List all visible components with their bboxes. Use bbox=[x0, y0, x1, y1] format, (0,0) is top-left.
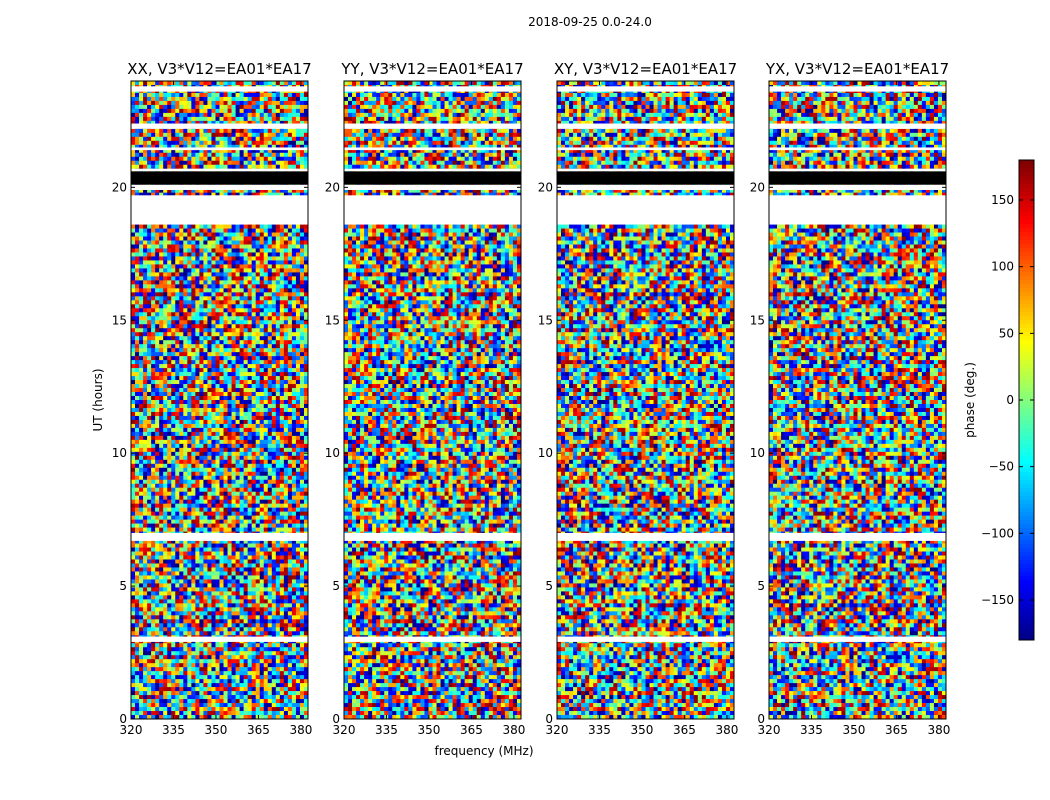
no-data-band bbox=[769, 147, 946, 150]
y-tick-label: 0 bbox=[545, 712, 553, 726]
colorbar-step bbox=[1019, 240, 1034, 245]
no-data-band bbox=[131, 185, 308, 190]
colorbar-step bbox=[1019, 456, 1034, 461]
colorbar-step bbox=[1019, 556, 1034, 561]
colorbar-step bbox=[1019, 560, 1034, 565]
colorbar-step bbox=[1019, 208, 1034, 213]
colorbar-step bbox=[1019, 632, 1034, 637]
x-tick-label: 320 bbox=[333, 723, 356, 737]
colorbar-step bbox=[1019, 220, 1034, 225]
y-tick-label: 15 bbox=[325, 313, 340, 327]
panel-1 bbox=[325, 60, 526, 737]
colorbar-step bbox=[1019, 288, 1034, 293]
colorbar-step bbox=[1019, 444, 1034, 449]
panel-title: XY, V3*V12=EA01*EA17 bbox=[554, 60, 737, 78]
colorbar-step bbox=[1019, 176, 1034, 181]
colorbar-step bbox=[1019, 236, 1034, 241]
y-tick-label: 0 bbox=[119, 712, 127, 726]
colorbar-step bbox=[1019, 436, 1034, 441]
colorbar-step bbox=[1019, 628, 1034, 633]
colorbar-step bbox=[1019, 432, 1034, 437]
flagged-band bbox=[769, 533, 946, 541]
colorbar-step bbox=[1019, 352, 1034, 357]
no-data-band bbox=[557, 185, 734, 190]
colorbar-step bbox=[1019, 232, 1034, 237]
figure-suptitle: 2018-09-25 0.0-24.0 bbox=[528, 15, 652, 29]
colorbar-step bbox=[1019, 564, 1034, 569]
colorbar-step bbox=[1019, 280, 1034, 285]
y-tick-label: 5 bbox=[332, 579, 340, 593]
colorbar-step bbox=[1019, 492, 1034, 497]
colorbar bbox=[981, 160, 1034, 641]
x-tick-label: 320 bbox=[758, 723, 781, 737]
phase-image bbox=[769, 81, 946, 719]
colorbar-step bbox=[1019, 532, 1034, 537]
colorbar-step bbox=[1019, 256, 1034, 261]
colorbar-step bbox=[1019, 588, 1034, 593]
panels-group bbox=[112, 60, 951, 737]
no-data-band bbox=[131, 169, 308, 172]
colorbar-step bbox=[1019, 400, 1034, 405]
flagged-band bbox=[557, 195, 734, 224]
no-data-band bbox=[769, 86, 946, 91]
y-tick-label: 10 bbox=[112, 446, 127, 460]
colorbar-step bbox=[1019, 488, 1034, 493]
x-tick-label: 380 bbox=[502, 723, 525, 737]
panel-title: YX, V3*V12=EA01*EA17 bbox=[765, 60, 949, 78]
y-tick-label: 0 bbox=[757, 712, 765, 726]
colorbar-step bbox=[1019, 416, 1034, 421]
x-tick-label: 320 bbox=[546, 723, 569, 737]
colorbar-step bbox=[1019, 328, 1034, 333]
colorbar-step bbox=[1019, 520, 1034, 525]
colorbar-step bbox=[1019, 376, 1034, 381]
colorbar-step bbox=[1019, 248, 1034, 253]
colorbar-step bbox=[1019, 364, 1034, 369]
flagged-band bbox=[769, 637, 946, 642]
colorbar-step bbox=[1019, 200, 1034, 205]
no-data-band bbox=[769, 124, 946, 129]
x-tick-label: 335 bbox=[588, 723, 611, 737]
colorbar-step bbox=[1019, 408, 1034, 413]
y-tick-label: 5 bbox=[757, 579, 765, 593]
colorbar-tick-label: 150 bbox=[991, 193, 1014, 207]
colorbar-step bbox=[1019, 316, 1034, 321]
colorbar-step bbox=[1019, 440, 1034, 445]
flagged-band bbox=[131, 171, 308, 184]
y-tick-label: 10 bbox=[750, 446, 765, 460]
colorbar-step bbox=[1019, 324, 1034, 329]
colorbar-step bbox=[1019, 320, 1034, 325]
colorbar-step bbox=[1019, 548, 1034, 553]
colorbar-step bbox=[1019, 504, 1034, 509]
colorbar-step bbox=[1019, 592, 1034, 597]
colorbar-step bbox=[1019, 468, 1034, 473]
colorbar-step bbox=[1019, 568, 1034, 573]
x-tick-label: 365 bbox=[885, 723, 908, 737]
y-tick-label: 20 bbox=[325, 180, 340, 194]
y-tick-label: 15 bbox=[750, 313, 765, 327]
colorbar-step bbox=[1019, 600, 1034, 605]
panel-3 bbox=[750, 60, 951, 737]
x-tick-label: 350 bbox=[418, 723, 441, 737]
flagged-band bbox=[557, 171, 734, 184]
colorbar-step bbox=[1019, 356, 1034, 361]
colorbar-step bbox=[1019, 620, 1034, 625]
no-data-band bbox=[769, 169, 946, 172]
y-tick-label: 0 bbox=[332, 712, 340, 726]
colorbar-step bbox=[1019, 336, 1034, 341]
x-tick-label: 320 bbox=[120, 723, 143, 737]
no-data-band bbox=[557, 86, 734, 91]
flagged-band bbox=[344, 637, 521, 642]
colorbar-step bbox=[1019, 448, 1034, 453]
colorbar-step bbox=[1019, 576, 1034, 581]
no-data-band bbox=[557, 169, 734, 172]
flagged-band bbox=[131, 533, 308, 541]
y-tick-label: 10 bbox=[538, 446, 553, 460]
colorbar-step bbox=[1019, 424, 1034, 429]
colorbar-step bbox=[1019, 476, 1034, 481]
colorbar-step bbox=[1019, 428, 1034, 433]
colorbar-step bbox=[1019, 292, 1034, 297]
colorbar-step bbox=[1019, 612, 1034, 617]
no-data-band bbox=[557, 147, 734, 150]
flagged-band bbox=[131, 637, 308, 642]
x-tick-label: 380 bbox=[927, 723, 950, 737]
no-data-band bbox=[131, 86, 308, 91]
phase-image bbox=[557, 81, 734, 719]
colorbar-tick-label: 0 bbox=[1006, 393, 1014, 407]
colorbar-step bbox=[1019, 164, 1034, 169]
colorbar-step bbox=[1019, 524, 1034, 529]
colorbar-step bbox=[1019, 616, 1034, 621]
colorbar-step bbox=[1019, 228, 1034, 233]
colorbar-step bbox=[1019, 472, 1034, 477]
x-axis-label: frequency (MHz) bbox=[434, 744, 533, 758]
no-data-band bbox=[769, 185, 946, 190]
y-tick-label: 20 bbox=[750, 180, 765, 194]
phase-image bbox=[344, 81, 521, 719]
colorbar-step bbox=[1019, 516, 1034, 521]
no-data-band bbox=[557, 124, 734, 129]
colorbar-step bbox=[1019, 580, 1034, 585]
colorbar-step bbox=[1019, 460, 1034, 465]
flagged-band bbox=[769, 171, 946, 184]
colorbar-tick-label: −150 bbox=[981, 593, 1014, 607]
colorbar-step bbox=[1019, 392, 1034, 397]
colorbar-step bbox=[1019, 180, 1034, 185]
flagged-band bbox=[557, 533, 734, 541]
colorbar-label: phase (deg.) bbox=[963, 362, 977, 438]
y-axis-label: UT (hours) bbox=[91, 368, 105, 431]
colorbar-step bbox=[1019, 624, 1034, 629]
colorbar-tick-label: −100 bbox=[981, 526, 1014, 540]
colorbar-step bbox=[1019, 296, 1034, 301]
y-tick-label: 15 bbox=[538, 313, 553, 327]
colorbar-step bbox=[1019, 368, 1034, 373]
flagged-band bbox=[557, 637, 734, 642]
x-tick-label: 365 bbox=[247, 723, 270, 737]
colorbar-step bbox=[1019, 544, 1034, 549]
no-data-band bbox=[344, 86, 521, 91]
y-tick-label: 15 bbox=[112, 313, 127, 327]
colorbar-step bbox=[1019, 552, 1034, 557]
colorbar-step bbox=[1019, 480, 1034, 485]
x-tick-label: 350 bbox=[631, 723, 654, 737]
colorbar-step bbox=[1019, 484, 1034, 489]
panel-2 bbox=[538, 60, 739, 737]
panel-0 bbox=[112, 60, 313, 737]
colorbar-step bbox=[1019, 188, 1034, 193]
colorbar-step bbox=[1019, 304, 1034, 309]
colorbar-step bbox=[1019, 224, 1034, 229]
colorbar-step bbox=[1019, 496, 1034, 501]
colorbar-step bbox=[1019, 272, 1034, 277]
colorbar-step bbox=[1019, 404, 1034, 409]
no-data-band bbox=[344, 169, 521, 172]
phase-image bbox=[131, 81, 308, 719]
colorbar-step bbox=[1019, 252, 1034, 257]
y-tick-label: 20 bbox=[538, 180, 553, 194]
colorbar-step bbox=[1019, 244, 1034, 249]
x-tick-label: 335 bbox=[375, 723, 398, 737]
flagged-band bbox=[344, 533, 521, 541]
colorbar-tick-label: 100 bbox=[991, 260, 1014, 274]
x-tick-label: 350 bbox=[205, 723, 228, 737]
colorbar-tick-label: 50 bbox=[999, 326, 1014, 340]
x-tick-label: 380 bbox=[289, 723, 312, 737]
colorbar-step bbox=[1019, 420, 1034, 425]
colorbar-step bbox=[1019, 372, 1034, 377]
colorbar-step bbox=[1019, 160, 1034, 165]
no-data-band bbox=[131, 147, 308, 150]
colorbar-step bbox=[1019, 260, 1034, 265]
x-tick-label: 365 bbox=[673, 723, 696, 737]
colorbar-step bbox=[1019, 340, 1034, 345]
colorbar-step bbox=[1019, 192, 1034, 197]
colorbar-step bbox=[1019, 540, 1034, 545]
colorbar-step bbox=[1019, 572, 1034, 577]
colorbar-step bbox=[1019, 276, 1034, 281]
colorbar-step bbox=[1019, 172, 1034, 177]
colorbar-step bbox=[1019, 388, 1034, 393]
no-data-band bbox=[344, 185, 521, 190]
no-data-band bbox=[344, 124, 521, 129]
y-tick-label: 5 bbox=[545, 579, 553, 593]
flagged-band bbox=[131, 195, 308, 224]
colorbar-step bbox=[1019, 300, 1034, 305]
colorbar-tick-label: −50 bbox=[989, 460, 1014, 474]
x-tick-label: 380 bbox=[715, 723, 738, 737]
colorbar-step bbox=[1019, 604, 1034, 609]
colorbar-step bbox=[1019, 204, 1034, 209]
colorbar-step bbox=[1019, 452, 1034, 457]
no-data-band bbox=[344, 147, 521, 150]
colorbar-step bbox=[1019, 312, 1034, 317]
panel-title: XX, V3*V12=EA01*EA17 bbox=[127, 60, 311, 78]
colorbar-step bbox=[1019, 384, 1034, 389]
x-tick-label: 350 bbox=[843, 723, 866, 737]
colorbar-step bbox=[1019, 584, 1034, 589]
flagged-band bbox=[344, 171, 521, 184]
colorbar-step bbox=[1019, 344, 1034, 349]
x-tick-label: 335 bbox=[800, 723, 823, 737]
colorbar-step bbox=[1019, 308, 1034, 313]
colorbar-step bbox=[1019, 284, 1034, 289]
colorbar-step bbox=[1019, 512, 1034, 517]
colorbar-step bbox=[1019, 360, 1034, 365]
colorbar-step bbox=[1019, 332, 1034, 337]
y-tick-label: 5 bbox=[119, 579, 127, 593]
colorbar-step bbox=[1019, 536, 1034, 541]
y-tick-label: 20 bbox=[112, 180, 127, 194]
x-tick-label: 365 bbox=[460, 723, 483, 737]
colorbar-step bbox=[1019, 500, 1034, 505]
y-tick-label: 10 bbox=[325, 446, 340, 460]
flagged-band bbox=[769, 195, 946, 224]
colorbar-step bbox=[1019, 528, 1034, 533]
colorbar-step bbox=[1019, 508, 1034, 513]
panel-title: YY, V3*V12=EA01*EA17 bbox=[340, 60, 523, 78]
colorbar-step bbox=[1019, 268, 1034, 273]
colorbar-step bbox=[1019, 216, 1034, 221]
colorbar-step bbox=[1019, 380, 1034, 385]
x-tick-label: 335 bbox=[162, 723, 185, 737]
colorbar-step bbox=[1019, 184, 1034, 189]
flagged-band bbox=[344, 195, 521, 224]
colorbar-step bbox=[1019, 608, 1034, 613]
colorbar-step bbox=[1019, 212, 1034, 217]
no-data-band bbox=[131, 124, 308, 129]
colorbar-step bbox=[1019, 168, 1034, 173]
colorbar-step bbox=[1019, 348, 1034, 353]
colorbar-step bbox=[1019, 412, 1034, 417]
